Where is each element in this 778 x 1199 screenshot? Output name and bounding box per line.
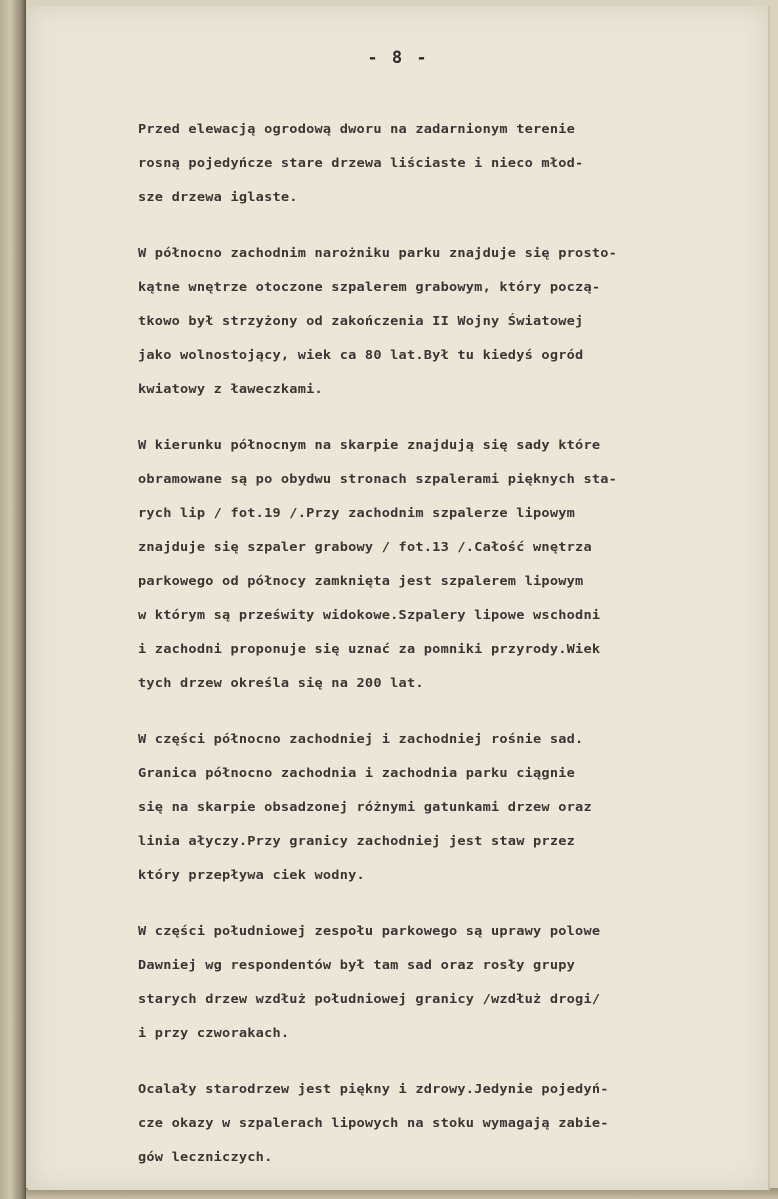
text-line: sze drzewa iglaste. [138, 189, 298, 204]
paragraph-5 [138, 914, 738, 1050]
text-line: Przed elewacją ogrodową dworu na zadarnionym terenie [138, 121, 576, 136]
text-line: W północno zachodnim narożniku parku znajduje się prosto- [138, 245, 618, 260]
text-line: kątne wnętrze otoczone szpalerem grabowym, który począ- [138, 279, 601, 294]
text-line: się na skarpie obsadzonej różnymi gatunkami drzew oraz [138, 799, 592, 814]
text-line: i zachodni proponuje się uznać za pomniki przyrody.Wiek [138, 641, 601, 656]
paragraph-3 [138, 428, 738, 700]
text-line: znajduje się szpaler grabowy / fot.13 /.Całość wnętrza [138, 539, 592, 554]
document-page [28, 6, 770, 1190]
paragraph-4 [138, 722, 738, 892]
text-line: Granica północno zachodnia i zachodnia parku ciągnie [138, 765, 576, 780]
text-line: rych lip / fot.19 /.Przy zachodnim szpalerze lipowym [138, 505, 576, 520]
book-binding [0, 0, 26, 1199]
text-line: gów leczniczych. [138, 1149, 273, 1164]
paragraph-1 [138, 112, 738, 214]
text-line: kwiatowy z ławeczkami. [138, 381, 323, 396]
text-line: tych drzew określa się na 200 lat. [138, 675, 424, 690]
text-line: cze okazy w szpalerach lipowych na stoku wymagają zabie- [138, 1115, 609, 1130]
text-line: W kierunku północnym na skarpie znajdują się sady które [138, 437, 601, 452]
text-line: jako wolnostojący, wiek ca 80 lat.Był tu kiedyś ogród [138, 347, 584, 362]
text-line: rosną pojedyńcze stare drzewa liściaste i nieco młod- [138, 155, 584, 170]
paragraph-2 [138, 236, 738, 406]
text-line: starych drzew wzdłuż południowej granicy /wzdłuż drogi/ [138, 991, 601, 1006]
text-line: W części północno zachodniej i zachodniej rośnie sad. [138, 731, 584, 746]
text-line: i przy czworakach. [138, 1025, 290, 1040]
body-text [138, 112, 738, 1196]
text-line: linia ałyczy.Przy granicy zachodniej jest staw przez [138, 833, 576, 848]
page-number: - 8 - [367, 48, 429, 68]
text-line: który przepływa ciek wodny. [138, 867, 365, 882]
paragraph-6 [138, 1072, 738, 1174]
text-line: Dawniej wg respondentów był tam sad oraz rosły grupy [138, 957, 576, 972]
text-line: w którym są prześwity widokowe.Szpalery lipowe wschodni [138, 607, 601, 622]
text-line: parkowego od północy zamknięta jest szpalerem lipowym [138, 573, 584, 588]
text-line: Ocalały starodrzew jest piękny i zdrowy.Jedynie pojedyń- [138, 1081, 609, 1096]
text-line: obramowane są po obydwu stronach szpalerami pięknych sta- [138, 471, 618, 486]
text-line: W części południowej zespołu parkowego są uprawy polowe [138, 923, 601, 938]
text-line: tkowo był strzyżony od zakończenia II Wojny Światowej [138, 313, 584, 328]
